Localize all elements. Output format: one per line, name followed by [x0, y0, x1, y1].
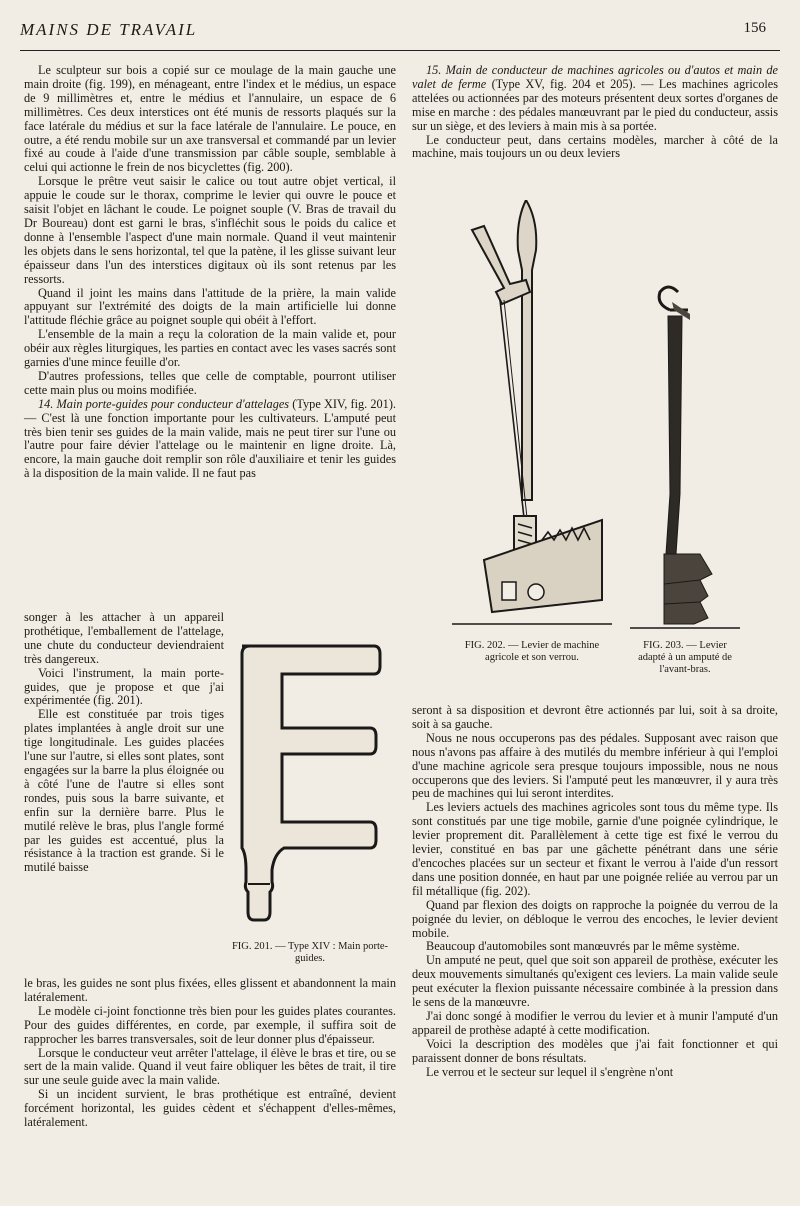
agricultural-lever-illustration — [452, 200, 612, 630]
section-14-text: (Type XIV, fig. 201). — C'est là une fonction importante pour les cultivateurs. L'amputé peut très bien tenir ses guides de la main valide, mais ne peut tirer sur l'une ou l'autre pour faire dévier l'attelage ou le maintenir en ligne droite. Là, encore, la main gauche doit remplir son rôle d'auxiliaire et tenir les guides à la disposition de la main valide. Il ne faut pas — [24, 396, 397, 481]
section-14-paragraph — [24, 398, 396, 481]
paragraph: Lorsque le prêtre veut saisir le calice ou tout autre objet vertical, il appuie le coude sur le thorax, comprime le levier qui ouvre le pouce et saisit l'objet en lâchant le coude. Le poignet souple (V. Bras de travail du Dr Boureau) dont est garni le bras, s'infléchit sous le poids du calice et donne à l'ensemble l'aspect d'une main normale. Quand il veut maintenir les objets dans le sens horizontal, tel que la patène, il les glisse suivant leur épaisseur dans l'un des interstices digitaux où ils sont retenus par les ressorts. — [24, 174, 396, 286]
paragraph: Voici la description des modèles que j'ai fait fonctionner et qui paraissent donner de bons résultats. — [412, 1036, 778, 1065]
paragraph: Quand il joint les mains dans l'attitude de la prière, la main valide appuyant sur l'extrémité des doigts de la main artificielle lui donne l'attitude fléchie grâce au poignet souple qui obéit à l'effort. — [24, 285, 396, 328]
section-15-text: (Type XV, fig. 204 et 205). — Les machines agricoles attelées ou actionnées par des moteurs présentent deux sortes d'organes de mise en marche : des pédales manœuvrant par le pied du conducteur, assis sur un siège, et des leviers à main mis à sa portée. — [412, 76, 778, 133]
figure-201 — [224, 626, 396, 966]
paragraph: Voici l'instrument, la main porte-guides, que je propose et que j'ai expérimentée (fig. 201). — [24, 665, 224, 708]
paragraph: L'ensemble de la main a reçu la coloration de la main valide et, pour obéir aux règles liturgiques, les parties en contact avec les vases sacrés sont garnies d'une mince feuille d'or. — [24, 327, 396, 370]
figure-202-caption: FIG. 202. — Levier de machine agricole et son verrou. — [464, 640, 600, 663]
left-lower-text — [24, 977, 396, 1130]
figure-203 — [630, 284, 756, 694]
header-rule — [20, 50, 780, 51]
section-15-paragraph — [412, 64, 778, 134]
paragraph: Le verrou et le secteur sur lequel il s'engrène n'ont — [426, 1064, 674, 1079]
left-wrapped-text — [24, 611, 224, 875]
left-column — [24, 64, 396, 481]
paragraph: Un amputé ne peut, quel que soit son appareil de prothèse, exécuter les deux mouvements simultanés qu'exigent ces leviers. La main valide seule peut exécuter la flexion puissante nécessaire combinée à la pression dans le sens de la manœuvre. — [412, 953, 778, 1010]
paragraph: J'ai donc songé à modifier le verrou du levier et à munir l'amputé d'un appareil de prothèse adapté à cette modification. — [412, 1008, 778, 1037]
section-15-heading: 15. Main de conducteur de machines agricoles ou d'autos et main de valet de ferme — [412, 63, 778, 91]
figure-203-caption: FIG. 203. — Levier adapté à un amputé de l'avant-bras. — [638, 640, 732, 675]
section-14-heading: 14. Main porte-guides pour conducteur d'attelages — [38, 396, 290, 411]
paragraph: Elle est constituée par trois tiges plates implantées à angle droit sur une tige longitudinale. Les guides placées l'une sur l'autre, si elles sont plates, sont engagées sur la barre la plus éloignée ou à côté l'une de l'autre si elles sont rondes, puis sous la barre suivante, et enfin sur la dernière barre. Plus le mutilé relève le bras, plus l'angle formé par les guides est accentué, plus la résistance à la traction est grande. Si le mutilé baisse — [24, 707, 224, 875]
paragraph: Si un incident survient, le bras prothétique est entraîné, devient forcément horizontal, les guides cèdent et s'échappent d'elles-mêmes, latéralement. — [24, 1087, 396, 1130]
running-head-title: MAINS DE TRAVAIL — [20, 20, 198, 39]
paragraph: seront à sa disposition et devront être actionnés par lui, soit à sa droite, soit à sa gauche. — [412, 703, 778, 731]
paragraph: le bras, les guides ne sont plus fixées, elles glissent et abandonnent la main latéralement. — [24, 976, 396, 1004]
paragraph: Le modèle ci-joint fonctionne très bien pour les guides plates courantes. Pour des guides différentes, en corde, par exemple, il suffira soit de rapprocher les barres transversales, soit de leur donner plus d'épaisseur. — [24, 1003, 396, 1046]
paragraph: D'autres professions, telles que celle de comptable, pourront utiliser cette main plus ou moins modifiée. — [24, 368, 396, 397]
paragraph: Nous ne nous occuperons pas des pédales. Supposant avec raison que nous n'avons pas affaire à des mutilés du membre inférieur à qui l'emploi d'une machine agricole sera presque toujours impossible, nous ne nous occuperons que des leviers. Si l'amputé peut les manœuvrer, il y aura très peu de machines qui lui seront interdites. — [412, 730, 778, 801]
paragraph: Le sculpteur sur bois a copié sur ce moulage de la main gauche une main droite (fig. 199), en ménageant, entre l'index et le médius, un espace de 9 millimètres et, entre le médius et l'annulaire, un espace de 6 millimètres. Ces deux interstices ont été munis de ressorts plaqués sur la face latérale du médius et sur la face latérale de l'annulaire. Le pouce, en outre, a été rendu mobile sur un axe transversal et commandé par un levier fixé au coude à l'aide d'une transmission par câble souple, semblable à celui qui actionne le frein de nos bicyclettes (fig. 200). — [24, 63, 396, 175]
paragraph: Les leviers actuels des machines agricoles sont tous du même type. Ils sont constitués par une tige mobile, garnie d'une poignée cylindrique, le levier proprement dit. Parallèlement à cette tige est fixé le verrou du levier, constitué en bas par une gâchette pénétrant dans une série d'encoches placées sur un secteur et fixant le verrou à l'aide d'un ressort dans une position donnée, en haut par une poignée reliée au verrou par un fil métallique (fig. 202). — [412, 800, 778, 898]
figure-202 — [452, 200, 612, 690]
paragraph: Quand par flexion des doigts on rapproche la poignée du verrou de la poignée du levier, on débloque le verrou des encoches, le levier devient mobile. — [412, 897, 778, 940]
right-column — [412, 64, 778, 161]
paragraph: Beaucoup d'automobiles sont manœuvrés par le même système. — [426, 939, 740, 954]
paragraph: Lorsque le conducteur veut arrêter l'attelage, il élève le bras et tire, ou se sert de la main valide. Quand il veut faire obliquer les bêtes de trait, il tire sur une seule guide avec la main valide. — [24, 1045, 396, 1088]
right-lower-text — [412, 704, 778, 1079]
paragraph: songer à les attacher à un appareil prothétique, l'emballement de l'attelage, une chute du conducteur deviendraient très dangereux. — [24, 610, 224, 666]
figure-201-caption: FIG. 201. — Type XIV : Main porte-guides. — [231, 941, 389, 964]
amputee-lever-illustration — [630, 284, 756, 634]
porte-guides-illustration — [224, 626, 396, 936]
page-number: 156 — [743, 20, 766, 36]
paragraph: Le conducteur peut, dans certains modèles, marcher à côté de la machine, mais toujours un ou deux leviers — [412, 132, 778, 161]
